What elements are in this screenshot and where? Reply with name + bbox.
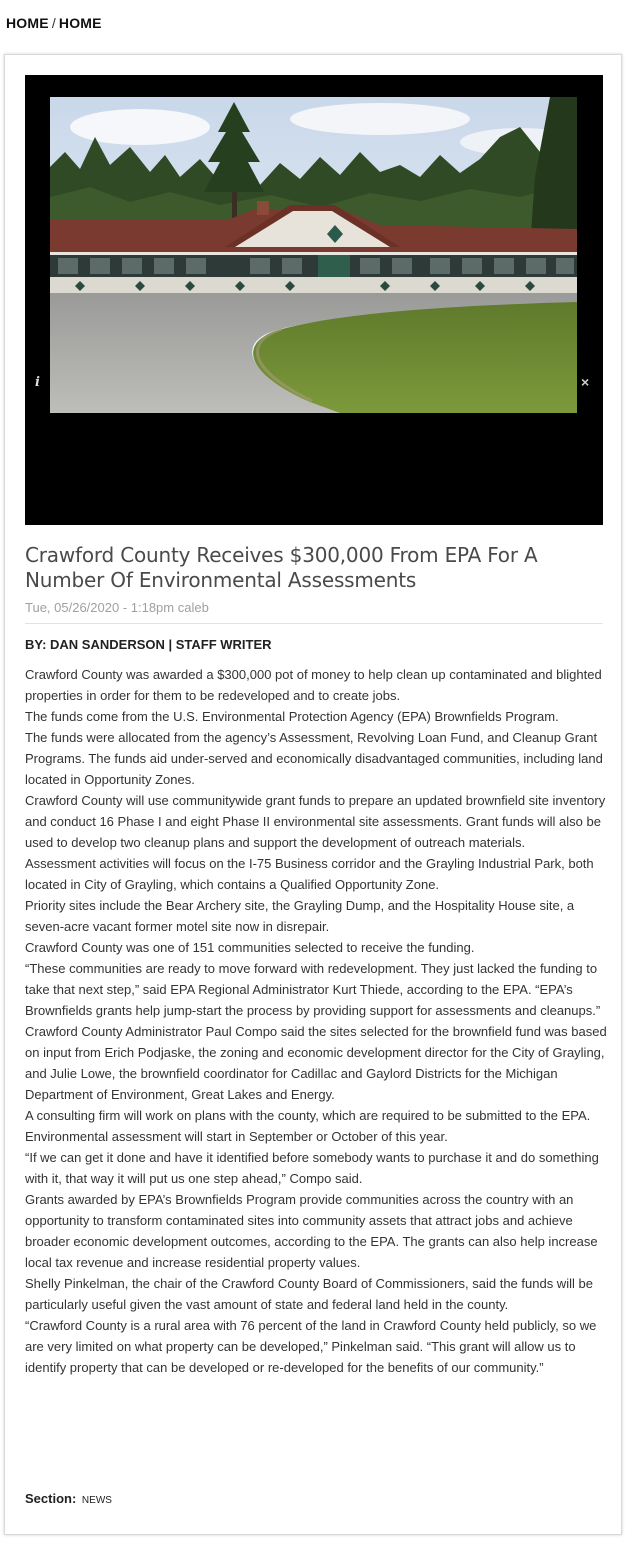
- article-paragraph: The funds come from the U.S. Environmental Protection Agency (EPA) Brownfields Program.: [25, 709, 559, 724]
- article-paragraph: Environmental assessment will start in September or October of this year.: [25, 1129, 448, 1144]
- article-section: [25, 1491, 112, 1506]
- article-paragraph: Shelly Pinkelman, the chair of the Crawford County Board of Commissioners, said the funds will be particularly useful given the vast amount of state and federal land held in the county.: [25, 1276, 593, 1312]
- article-paragraph: Grants awarded by EPA’s Brownfields Program provide communities across the country with an opportunity to transform contaminated sites into community assets that attract jobs and achieve broader economic development outcomes, according to the EPA. The grants can also help increase local tax revenue and increase residential property values.: [25, 1192, 598, 1270]
- article-card: [4, 54, 622, 1535]
- title-divider: [25, 623, 603, 624]
- breadcrumb: [6, 15, 102, 31]
- article-title: Crawford County Receives $300,000 From EPA For A Number Of Environmental Assessments: [25, 543, 538, 592]
- image-slideshow[interactable]: [25, 75, 603, 525]
- article-paragraph: Crawford County will use communitywide grant funds to prepare an updated brownfield site inventory and conduct 16 Phase I and eight Phase II environmental site assessments. Grant funds will also be used to develop two cleanup plans and support the development of outreach materials.: [25, 793, 606, 850]
- article-paragraph: “Crawford County is a rural area with 76 percent of the land in Crawford County held publicly, so we are very limited on what property can be developed,” Pinkelman said. “This grant will allow us to identify property that can be developed or re-developed for the benefits of our community.”: [25, 1318, 597, 1375]
- article-photo[interactable]: [50, 97, 577, 413]
- article-paragraph: Assessment activities will focus on the I-75 Business corridor and the Grayling Industrial Park, both located in City of Grayling, which contains a Qualified Opportunity Zone.: [25, 856, 594, 892]
- article-body: [25, 664, 607, 1378]
- article-paragraph: “These communities are ready to move forward with redevelopment. They just lacked the funding to take that next step,” said EPA Regional Administrator Kurt Thiede, according to the EPA. “EPA’s Brownfields grants help jump-start the process by providing support for assessments and cleanups.”: [25, 961, 601, 1018]
- section-label: Section:: [25, 1491, 77, 1506]
- article-paragraph: “If we can get it done and have it identified before somebody wants to purchase it and do something with it, that way it will put us one step ahead,” Compo said.: [25, 1150, 599, 1186]
- breadcrumb-item-current: HOME: [58, 15, 102, 31]
- article-paragraph: Crawford County was awarded a $300,000 pot of money to help clean up contaminated and blighted properties in order for them to be redeveloped and to create jobs.: [25, 667, 602, 703]
- article-byline: BY: DAN SANDERSON | STAFF WRITER: [25, 637, 272, 652]
- close-icon[interactable]: ×: [581, 374, 590, 390]
- article-paragraph: Crawford County was one of 151 communities selected to receive the funding.: [25, 940, 475, 955]
- article-paragraph: Crawford County Administrator Paul Compo said the sites selected for the brownfield fund was based on input from Erich Podjaske, the zoning and economic development director for the City of Grayling, and Julie Lowe, the brownfield coordinator for Cadillac and Gaylord Districts for the Michigan Department of Environment, Great Lakes and Energy.: [25, 1024, 607, 1102]
- article-paragraph: The funds were allocated from the agency’s Assessment, Revolving Loan Fund, and Cleanup Grant Programs. The funds aid under-served and economically disadvantaged communities, including land located in Opportunity Zones.: [25, 730, 603, 787]
- section-link-news[interactable]: NEWS: [81, 1495, 112, 1506]
- motel-photo-illustration: [50, 97, 577, 413]
- breadcrumb-item-home[interactable]: HOME: [6, 15, 49, 31]
- article-meta: Tue, 05/26/2020 - 1:18pm caleb: [25, 600, 209, 615]
- article-paragraph: Priority sites include the Bear Archery site, the Grayling Dump, and the Hospitality House site, a seven-acre vacant former motel site now in disrepair.: [25, 898, 575, 934]
- article-paragraph: A consulting firm will work on plans with the county, which are required to be submitted to the EPA.: [25, 1108, 591, 1123]
- info-icon[interactable]: i: [35, 375, 40, 390]
- breadcrumb-separator: /: [51, 15, 56, 31]
